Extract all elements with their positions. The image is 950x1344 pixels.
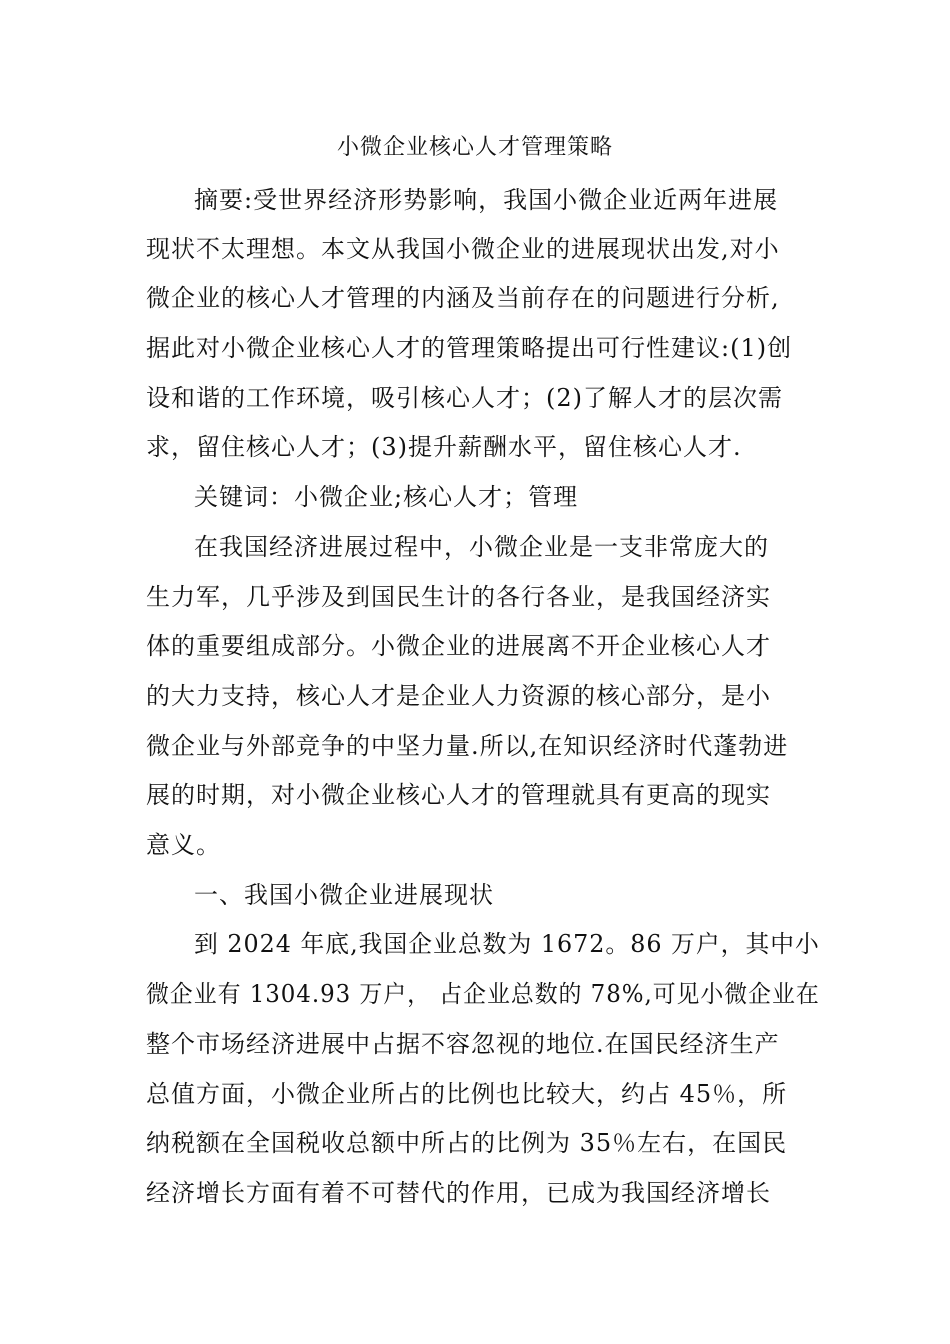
body-line: 的大力支持，核心人才是企业人力资源的核心部分，是小	[146, 682, 771, 710]
abstract-line: 微企业的核心人才管理的内涵及当前存在的问题进行分析,	[146, 284, 780, 312]
body-line: 经济增长方面有着不可替代的作用，已成为我国经济增长	[146, 1179, 771, 1207]
body-line: 展的时期，对小微企业核心人才的管理就具有更高的现实	[146, 781, 771, 809]
body-line: 整个市场经济进展中占据不容忽视的地位.在国民经济生产	[146, 1030, 780, 1058]
abstract-line: 摘要:受世界经济形势影响，我国小微企业近两年进展	[194, 186, 779, 214]
body-line: 在我国经济进展过程中，小微企业是一支非常庞大的	[194, 533, 769, 561]
body-line: 纳税额在全国税收总额中所占的比例为 35％左右，在国民	[146, 1129, 788, 1157]
body-line: 意义。	[146, 831, 221, 859]
body-line: 体的重要组成部分。小微企业的进展离不开企业核心人才	[146, 632, 771, 660]
section-heading: 一、我国小微企业进展现状	[194, 881, 494, 909]
abstract-line: 现状不太理想。本文从我国小微企业的进展现状出发,对小	[146, 235, 780, 263]
body-line: 微企业与外部竞争的中坚力量.所以,在知识经济时代蓬勃进	[146, 732, 789, 760]
keywords-line: 关键词：小微企业;核心人才；管理	[194, 483, 579, 511]
document-title: 小微企业核心人才管理策略	[336, 135, 613, 160]
body-line: 到 2024 年底,我国企业总数为 1672。86 万户，其中小	[194, 930, 820, 958]
body-line: 微企业有 1304.93 万户， 占企业总数的 78%,可见小微企业在	[146, 980, 820, 1008]
abstract-line: 求，留住核心人才；(3)提升薪酬水平，留住核心人才.	[146, 433, 742, 461]
abstract-line: 设和谐的工作环境，吸引核心人才；(2)了解人才的层次需	[146, 384, 783, 412]
body-line: 总值方面，小微企业所占的比例也比较大，约占 45％，所	[146, 1080, 788, 1108]
body-line: 生力军，几乎涉及到国民生计的各行各业，是我国经济实	[146, 583, 771, 611]
abstract-line: 据此对小微企业核心人才的管理策略提出可行性建议:(1)创	[146, 334, 793, 362]
